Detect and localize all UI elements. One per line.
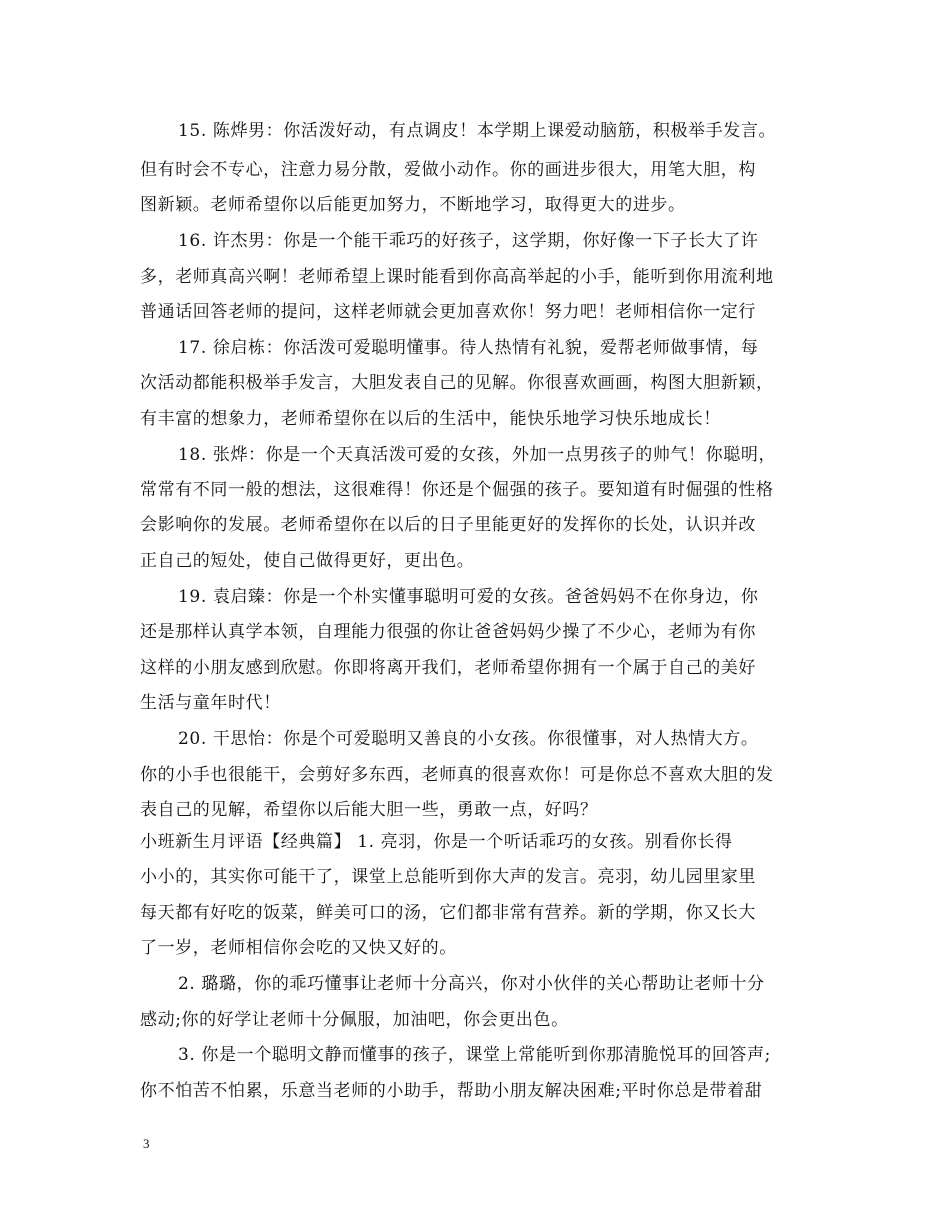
text-line: 次活动都能积极举手发言，大胆发表自己的见解。你很喜欢画画，构图大胆新颖， xyxy=(140,373,774,393)
text-line: 普通话回答老师的提问，这样老师就会更加喜欢你！努力吧！老师相信你一定行 xyxy=(140,302,756,322)
page-number: 3 xyxy=(143,1136,150,1151)
text-line: 正自己的短处，使自己做得更好，更出色。 xyxy=(140,551,475,571)
text-line: 3. 你是一个聪明文静而懂事的孩子，课堂上常能听到你那清脆悦耳的回答声; xyxy=(178,1045,771,1065)
text-line: 小小的，其实你可能干了，课堂上总能听到你大声的发言。亮羽，幼儿园里家里 xyxy=(140,867,756,887)
text-line: 这样的小朋友感到欣慰。你即将离开我们，老师希望你拥有一个属于自己的美好 xyxy=(140,658,756,678)
text-line: 17. 徐启栋：你活泼可爱聪明懂事。待人热情有礼貌，爱帮老师做事情，每 xyxy=(178,338,759,358)
text-line: 感动;你的好学让老师十分佩服，加油吧，你会更出色。 xyxy=(140,1010,569,1030)
text-line: 每天都有好吃的饭菜，鲜美可口的汤，它们都非常有营养。新的学期，你又长大 xyxy=(140,903,756,923)
text-line: 图新颖。老师希望你以后能更加努力，不断地学习，取得更大的进步。 xyxy=(140,195,686,215)
text-line: 会影响你的发展。老师希望你在以后的日子里能更好的发挥你的长处，认识并改 xyxy=(140,515,756,535)
text-line: 还是那样认真学本领，自理能力很强的你让爸爸妈妈少操了不少心，老师为有你 xyxy=(140,622,756,642)
text-line: 16. 许杰男：你是一个能干乖巧的好孩子，这学期，你好像一下子长大了许 xyxy=(178,231,759,251)
text-line: 19. 袁启臻：你是一个朴实懂事聪明可爱的女孩。爸爸妈妈不在你身边，你 xyxy=(178,587,759,607)
text-line: 生活与童年时代！ xyxy=(140,693,281,713)
text-line: 你的小手也很能干，会剪好多东西，老师真的很喜欢你！可是你总不喜欢大胆的发 xyxy=(140,765,774,785)
text-line: 有丰富的想象力，老师希望你在以后的生活中，能快乐地学习快乐地成长！ xyxy=(140,409,721,429)
text-line: 多，老师真高兴啊！老师希望上课时能看到你高高举起的小手，能听到你用流利地 xyxy=(140,267,774,287)
text-line: 但有时会不专心，注意力易分散，爱做小动作。你的画进步很大，用笔大胆，构 xyxy=(140,160,756,180)
text-line: 20. 干思怡：你是个可爱聪明又善良的小女孩。你很懂事，对人热情大方。 xyxy=(178,729,759,749)
text-line: 2. 璐璐，你的乖巧懂事让老师十分高兴，你对小伙伴的关心帮助让老师十分 xyxy=(178,974,765,994)
text-line: 常常有不同一般的想法，这很难得！你还是个倔强的孩子。要知道有时倔强的性格 xyxy=(140,480,774,500)
text-line: 了一岁，老师相信你会吃的又快又好的。 xyxy=(140,938,457,958)
text-line: 18. 张烨：你是一个天真活泼可爱的女孩，外加一点男孩子的帅气！你聪明， xyxy=(178,445,777,465)
text-line: 表自己的见解，希望你以后能大胆一些，勇敢一点，好吗？ xyxy=(140,800,598,820)
text-line: 15. 陈烨男：你活泼好动，有点调皮！本学期上课爱动脑筋，积极举手发言。 xyxy=(178,121,777,141)
text-line: 你不怕苦不怕累，乐意当老师的小助手，帮助小朋友解决困难;平时你总是带着甜 xyxy=(140,1081,763,1101)
text-line: 小班新生月评语【经典篇】 1. 亮羽，你是一个听话乖巧的女孩。别看你长得 xyxy=(140,832,733,852)
